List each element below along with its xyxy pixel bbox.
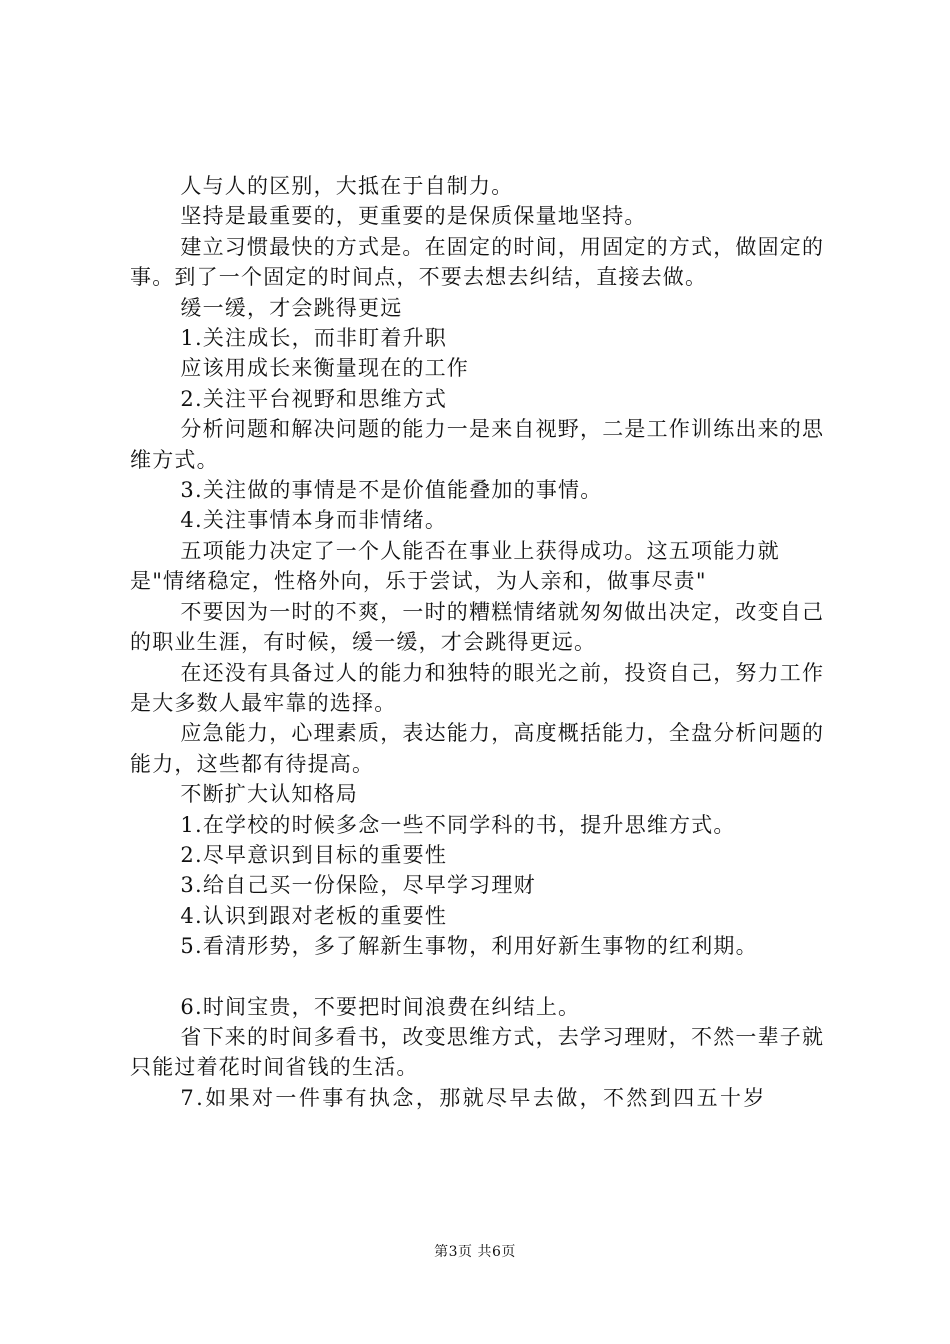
list-item: 7.如果对一件事有执念，那就尽早去做，不然到四五十岁: [180, 1085, 767, 1110]
paragraph: 应该用成长来衡量现在的工作: [180, 356, 469, 381]
list-item: 1.在学校的时候多念一些不同学科的书，提升思维方式。: [180, 812, 736, 837]
list-item: 5.看清形势，多了解新生事物，利用好新生事物的红利期。: [180, 934, 758, 959]
list-item: 1.关注成长，而非盯着升职: [180, 326, 448, 351]
list-item: 4.认识到跟对老板的重要性: [180, 903, 448, 928]
list-item: 6.时间宝贵，不要把时间浪费在纠结上。: [180, 994, 581, 1019]
paragraph: 省下来的时间多看书，改变思维方式，去学习理财，不然一辈子就只能过着花时间省钱的生活。: [130, 1024, 825, 1080]
document-body: [130, 171, 830, 1113]
paragraph: 人与人的区别，大抵在于自制力。: [180, 174, 514, 198]
section-heading: 缓一缓，才会跳得更远: [180, 295, 403, 320]
paragraph: 在还没有具备过人的能力和独特的眼光之前，投资自己，努力工作是大多数人最牢靠的选择。: [130, 660, 825, 715]
paragraph: 五项能力决定了一个人能否在事业上获得成功。这五项能力就是"情绪稳定，性格外向，乐于尝试，为人亲和，做事尽责": [130, 538, 780, 594]
list-item: 2.关注平台视野和思维方式: [180, 386, 448, 411]
section-heading: 不断扩大认知格局: [180, 782, 358, 807]
paragraph: 建立习惯最快的方式是。在固定的时间，用固定的方式，做固定的事。到了一个固定的时间点，不要去想去纠结，直接去做。: [130, 234, 825, 290]
list-item: 4.关注事情本身而非情绪。: [180, 508, 448, 533]
paragraph: 应急能力，心理素质，表达能力，高度概括能力，全盘分析问题的能力，这些都有待提高。: [130, 721, 825, 776]
paragraph: 坚持是最重要的，更重要的是保质保量地坚持。: [180, 204, 647, 229]
list-item: 2.尽早意识到目标的重要性: [180, 842, 448, 867]
list-item: 3.关注做的事情是不是价值能叠加的事情。: [180, 478, 603, 503]
page-number-footer: 第3页 共6页: [434, 1244, 516, 1260]
paragraph: 分析问题和解决问题的能力一是来自视野，二是工作训练出来的思维方式。: [130, 417, 825, 472]
list-item: 3.给自己买一份保险，尽早学习理财: [180, 873, 536, 898]
blank-line: [130, 962, 830, 992]
paragraph: 不要因为一时的不爽，一时的糟糕情绪就匆匆做出决定，改变自己的职业生涯，有时候，缓一缓，才会跳得更远。: [130, 599, 825, 655]
